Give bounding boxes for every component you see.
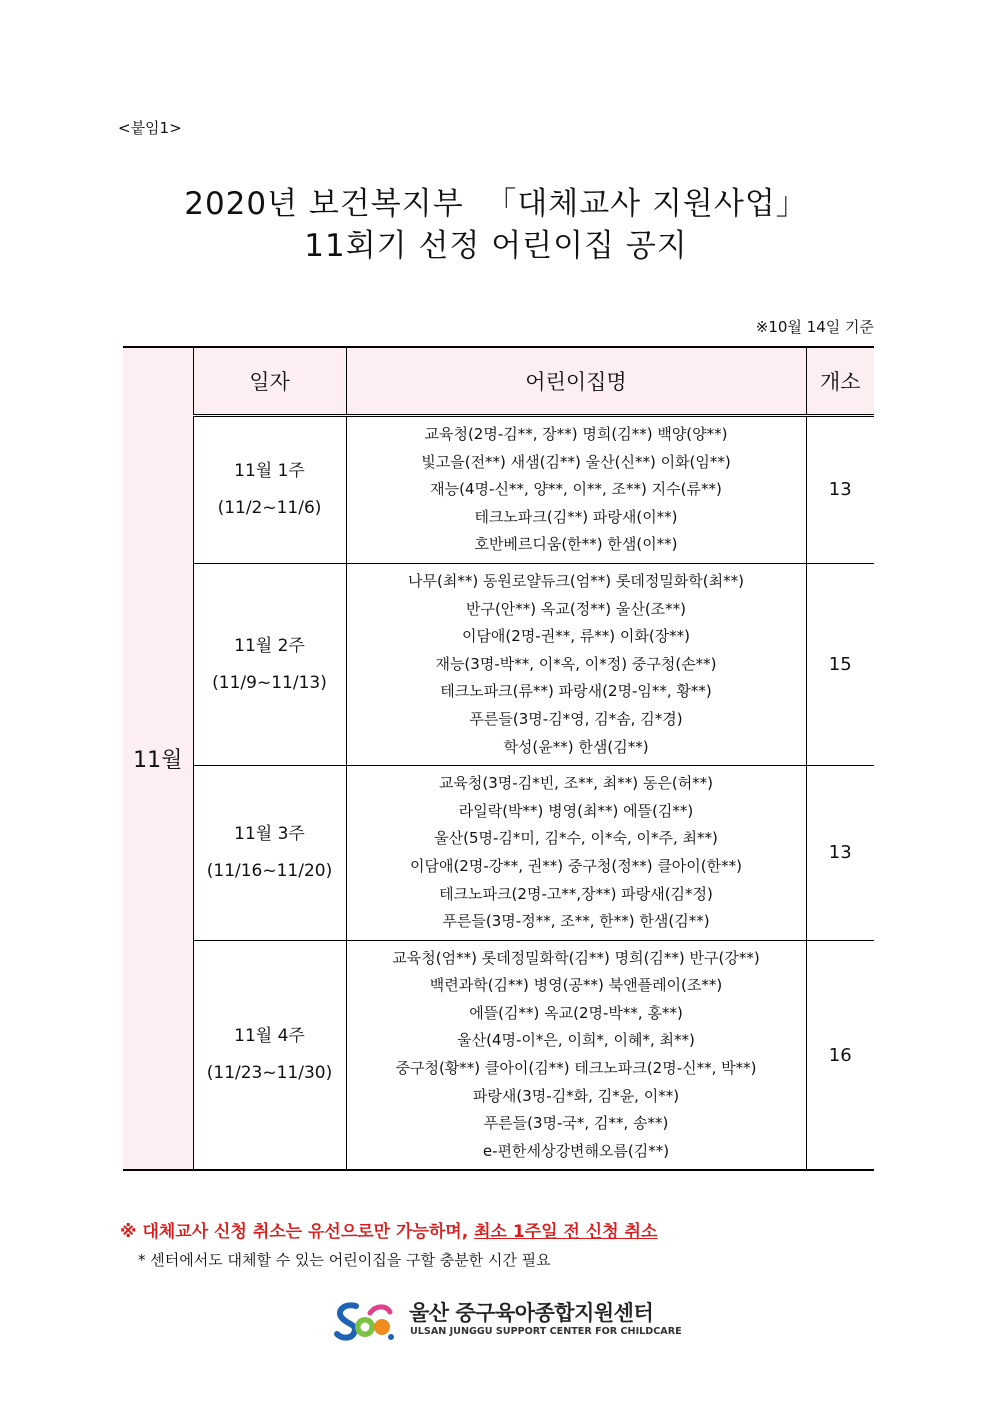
footer-logo-block xyxy=(334,1297,682,1343)
daycare-line: 라일락(박**) 병영(최**) 에뜰(김**) xyxy=(458,801,694,820)
page-title xyxy=(0,183,992,267)
daycare-names-cell xyxy=(346,563,806,765)
daycare-line: 울산(5명-김*미, 김*수, 이*숙, 이*주, 최**) xyxy=(434,829,718,848)
cancel-notice-emphasis: 최소 1주일 전 신청 취소 xyxy=(474,1222,658,1242)
header-date: 일자 xyxy=(193,347,346,416)
table-row xyxy=(123,416,874,564)
week-range: (11/9~11/13) xyxy=(212,672,327,693)
month-cell: 11월 xyxy=(123,347,193,1170)
daycare-line: 교육청(3명-김*빈, 조**, 최**) 동은(허**) xyxy=(438,774,714,793)
daycare-line: 재능(4명-신**, 양**, 이**, 조**) 지수(류**) xyxy=(430,480,722,499)
daycare-line: 울산(4명-이*은, 이희*, 이혜*, 최**) xyxy=(457,1031,695,1050)
header-names: 어린이집명 xyxy=(346,347,806,416)
daycare-line: e-편한세상강변해오름(김**) xyxy=(482,1141,670,1160)
table-row xyxy=(123,563,874,765)
center-name-english: ULSAN JUNGGU SUPPORT CENTER FOR CHILDCARE xyxy=(410,1326,682,1337)
daycare-line: 교육청(엄**) 롯데정밀화학(김**) 명희(김**) 반구(강**) xyxy=(392,948,760,967)
daycare-names-cell xyxy=(346,766,806,941)
table-row xyxy=(123,940,874,1170)
cancel-reason: * 센터에서도 대체할 수 있는 어린이집을 구할 충분한 시간 필요 xyxy=(138,1251,551,1269)
week-label: 11월 2주 xyxy=(234,635,305,656)
daycare-line: 빛고을(전**) 새샘(김**) 울산(신**) 이화(임**) xyxy=(421,452,731,471)
count-cell: 13 xyxy=(806,766,874,941)
week-label: 11월 4주 xyxy=(234,1026,305,1047)
daycare-line: 호반베르디움(한**) 한샘(이**) xyxy=(474,535,678,554)
daycare-line: 푸른들(3명-김*영, 김*솜, 김*경) xyxy=(469,709,683,728)
daycare-line: 재능(3명-박**, 이*옥, 이*정) 중구청(손**) xyxy=(435,654,717,673)
attachment-label: <붙임1> xyxy=(118,119,182,137)
daycare-line: 이담애(2명-권**, 류**) 이화(장**) xyxy=(461,627,691,646)
selection-table xyxy=(123,346,874,1171)
week-range: (11/2~11/6) xyxy=(217,497,322,518)
basis-date-note: ※10월 14일 기준 xyxy=(755,318,874,336)
daycare-line: 테크노파크(김**) 파랑새(이**) xyxy=(474,507,678,526)
count-cell: 13 xyxy=(806,416,874,564)
center-name-korean: 울산 중구육아종합지원센터 xyxy=(409,1301,654,1325)
daycare-line: 나무(최**) 동원로얄듀크(엄**) 롯데정밀화학(최**) xyxy=(408,571,744,590)
daycare-line: 교육청(2명-김**, 장**) 명희(김**) 백양(양**) xyxy=(424,425,728,443)
week-label: 11월 3주 xyxy=(234,823,305,844)
table-header-row xyxy=(123,347,874,416)
header-count: 개소 xyxy=(806,347,874,416)
count-cell: 15 xyxy=(806,563,874,765)
table-row xyxy=(123,766,874,941)
daycare-line: 파랑새(3명-김*화, 김*윤, 이**) xyxy=(472,1086,680,1105)
count-cell: 16 xyxy=(806,940,874,1170)
cancel-notice xyxy=(120,1217,657,1242)
daycare-names-cell xyxy=(346,940,806,1170)
week-date-cell xyxy=(193,766,346,941)
daycare-line: 에뜰(김**) 옥교(2명-박**, 홍**) xyxy=(469,1003,683,1022)
week-date-cell xyxy=(193,940,346,1170)
daycare-line: 테크노파크(2명-고**,장**) 파랑새(김*정) xyxy=(439,884,713,903)
week-date-cell xyxy=(193,563,346,765)
week-range: (11/23~11/30) xyxy=(206,1063,333,1084)
cancel-notice-text: ※ 대체교사 신청 취소는 유선으로만 가능하며, xyxy=(120,1222,475,1242)
daycare-names-cell xyxy=(346,416,806,564)
daycare-line: 푸른들(3명-정**, 조**, 한**) 한샘(김**) xyxy=(442,912,710,931)
daycare-line: 반구(안**) 옥교(정**) 울산(조**) xyxy=(465,599,687,618)
daycare-line: 학성(윤**) 한샘(김**) xyxy=(503,737,649,756)
title-line-2: 11회기 선정 어린이집 공지 xyxy=(304,228,688,264)
title-line-1: 2020년 보건복지부 「대체교사 지원사업」 xyxy=(184,186,808,222)
daycare-line: 중구청(황**) 클아이(김**) 테크노파크(2명-신**, 박**) xyxy=(395,1059,757,1078)
center-logo-icon xyxy=(334,1297,396,1343)
daycare-line: 테크노파크(류**) 파랑새(2명-임**, 황**) xyxy=(440,682,712,701)
daycare-line: 푸른들(3명-국*, 김**, 송**) xyxy=(483,1114,669,1133)
week-range: (11/16~11/20) xyxy=(206,860,333,881)
daycare-line: 백련과학(김**) 병영(공**) 북앤플레이(조**) xyxy=(429,976,723,995)
week-date-cell xyxy=(193,416,346,564)
daycare-line: 이담애(2명-강**, 권**) 중구청(정**) 클아이(한**) xyxy=(409,856,742,875)
week-label: 11월 1주 xyxy=(234,460,305,481)
